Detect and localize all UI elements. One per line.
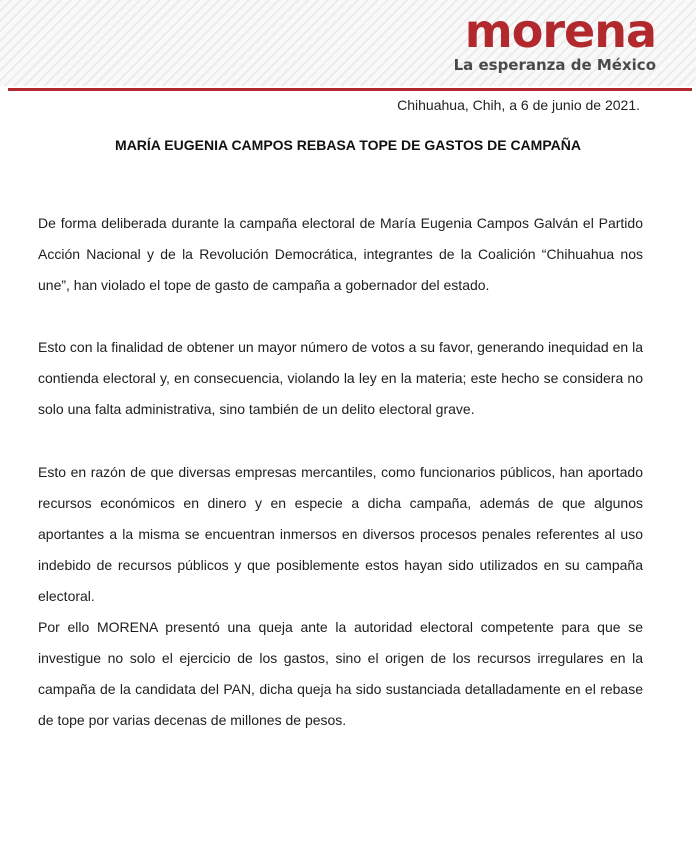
paragraph-2: Esto con la finalidad de obtener un mayor número de votos a su favor, generando inequidad en la contienda electoral y, en consecuencia, violando la ley en la materia; este hecho se considera no solo una falta administrativa, sino también de un delito electoral grave.	[38, 339, 643, 417]
paragraph-1: De forma deliberada durante la campaña electoral de María Eugenia Campos Galván el Partido Acción Nacional y de la Revolución Democrática, integrantes de la Coalición “Chihuahua nos une”, han violado el tope de gasto de campaña a gobernador del estado.	[38, 215, 643, 293]
document-title: MARÍA EUGENIA CAMPOS REBASA TOPE DE GASTOS DE CAMPAÑA	[115, 137, 581, 153]
paragraph-4: Por ello MORENA presentó una queja ante la autoridad electoral competente para que se investigue no solo el ejercicio de los gastos, sino el origen de los recursos irregulares en la campaña de la candidata del PAN, dicha queja ha sido sustanciada detalladamente en el rebase de tope por varias decenas de millones de pesos.	[38, 619, 643, 728]
logo-wordmark: morena	[464, 4, 656, 58]
logo-tagline: La esperanza de México	[453, 56, 656, 74]
header-divider	[8, 88, 692, 91]
party-logo	[453, 4, 656, 74]
paragraph-3: Esto en razón de que diversas empresas mercantiles, como funcionarios públicos, han aportado recursos económicos en dinero y en especie a dicha campaña, además de que algunos aportantes a la misma se encuentran inmersos en diversos procesos penales referentes al uso indebido de recursos públicos y que posiblemente estos hayan sido utilizados en su campaña electoral.	[38, 464, 643, 604]
dateline: Chihuahua, Chih, a 6 de junio de 2021.	[397, 97, 640, 113]
